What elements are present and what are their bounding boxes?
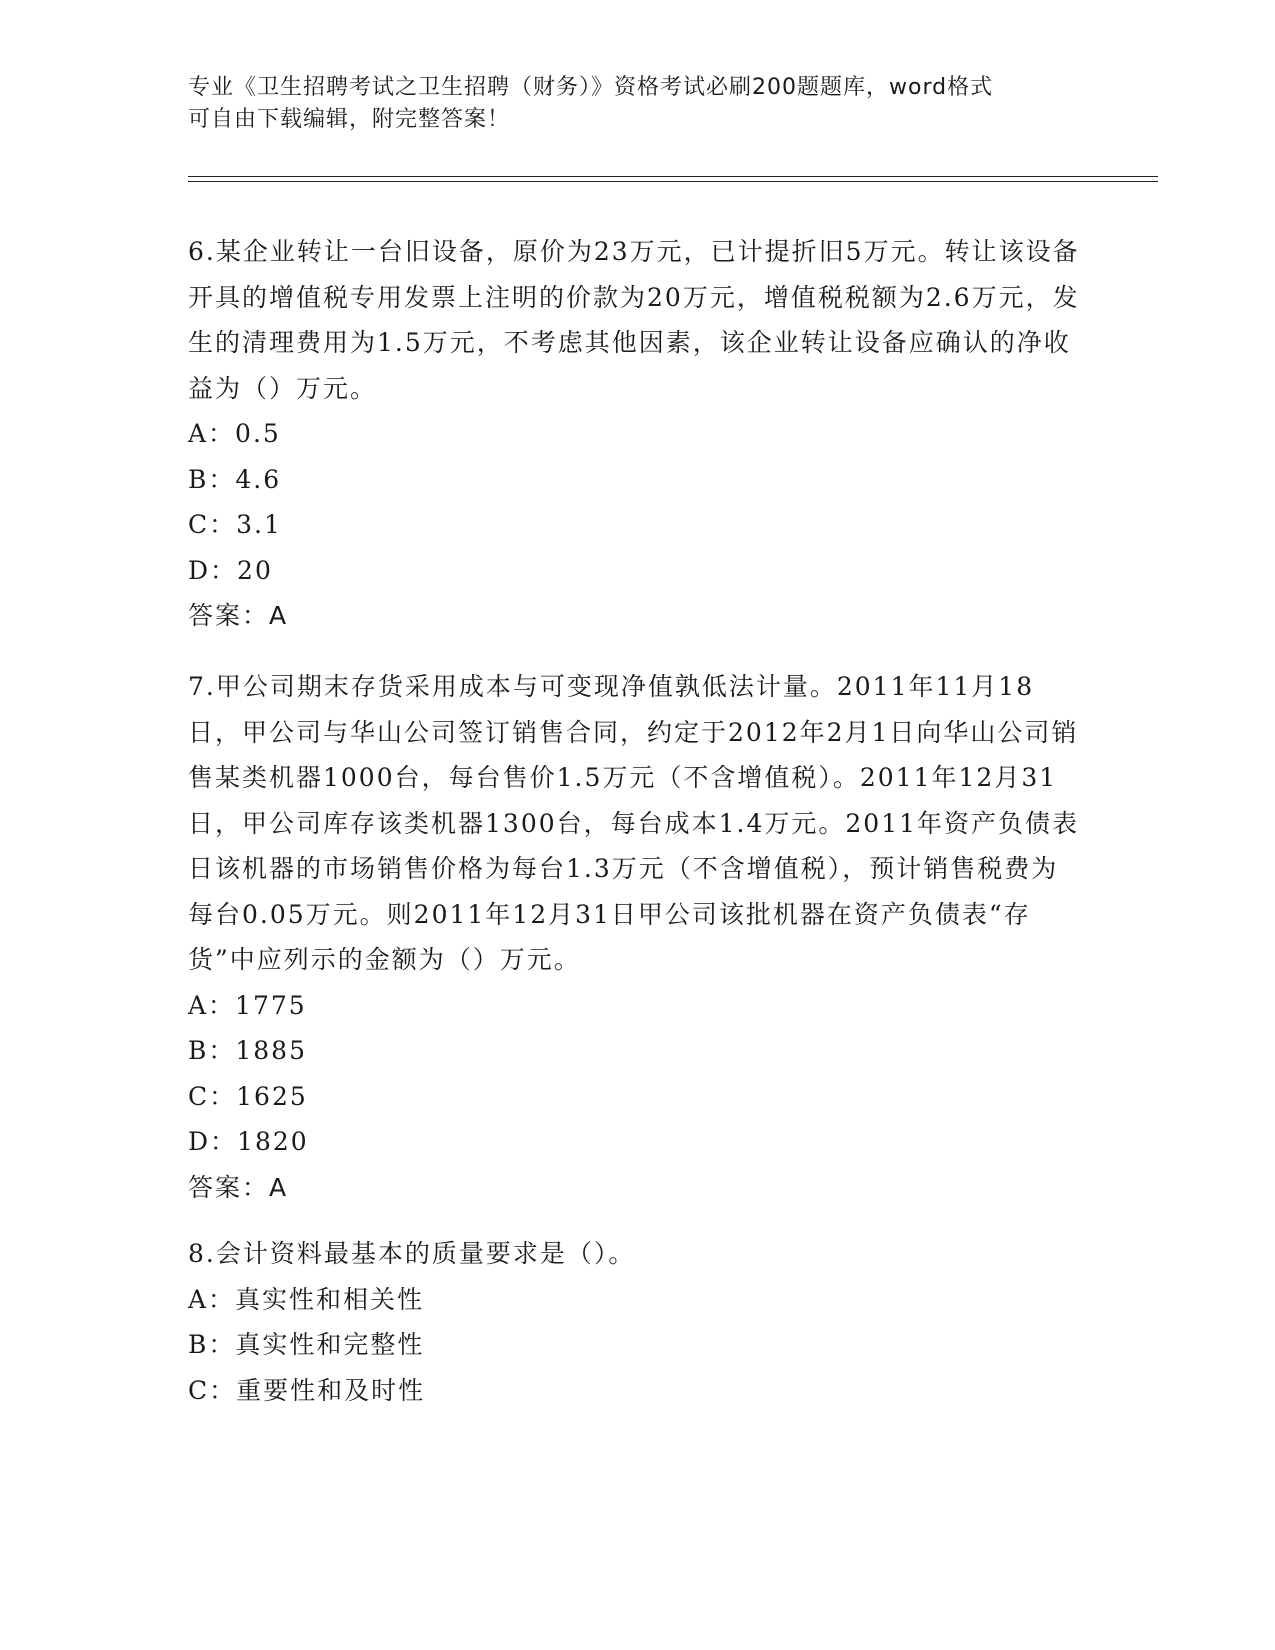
header-divider-top	[188, 176, 1158, 177]
question-stem: 7.甲公司期末存货采用成本与可变现净值孰低法计量。2011年11月18日，甲公司与华山公司签订销售合同，约定于2012年2月1日向华山公司销售某类机器1000台，每台售价1.5万元（不含增值税）。2011年12月31日，甲公司库存该类机器1300台，每台成本1.4万元。2011年资产负债表日该机器的市场销售价格为每台1.3万元（不含增值税），预计销售税费为每台0.05万元。则2011年12月31日甲公司该批机器在资产负债表“存货”中应列示的金额为（）万元。	[188, 672, 1080, 974]
option-d: D：1820	[188, 1127, 309, 1156]
option-a: A：真实性和相关性	[188, 1284, 425, 1314]
option-b: B：4.6	[188, 464, 282, 494]
header-line-2: 可自由下载编辑，附完整答案！	[188, 107, 511, 132]
answer: 答案：A	[188, 601, 289, 630]
option-d: D：20	[188, 555, 273, 585]
header-line-1: 专业《卫生招聘考试之卫生招聘（财务）》资格考试必刷200题题库，word格式	[188, 75, 994, 100]
option-b: B：真实性和完整性	[188, 1330, 425, 1359]
option-a: A：0.5	[188, 419, 281, 448]
document-header	[188, 72, 1088, 136]
question-stem: 8.会计资料最基本的质量要求是（）。	[188, 1239, 636, 1268]
option-c: C：重要性和及时性	[188, 1375, 426, 1405]
question-8	[188, 1231, 1083, 1413]
question-stem: 6.某企业转让一台旧设备，原价为23万元，已计提折旧5万元。转让该设备开具的增值税专用发票上注明的价款为20万元，增值税税额为2.6万元，发生的清理费用为1.5万元，不考虑其他因素，该企业转让设备应确认的净收益为（）万元。	[188, 237, 1080, 403]
question-6	[188, 229, 1083, 639]
option-a: A：1775	[188, 990, 307, 1020]
option-c: C：3.1	[188, 510, 282, 539]
header-divider-bottom	[188, 181, 1158, 182]
answer: 答案：A	[188, 1172, 289, 1202]
option-b: B：1885	[188, 1036, 307, 1065]
option-c: C：1625	[188, 1081, 308, 1111]
question-7	[188, 664, 1083, 1210]
